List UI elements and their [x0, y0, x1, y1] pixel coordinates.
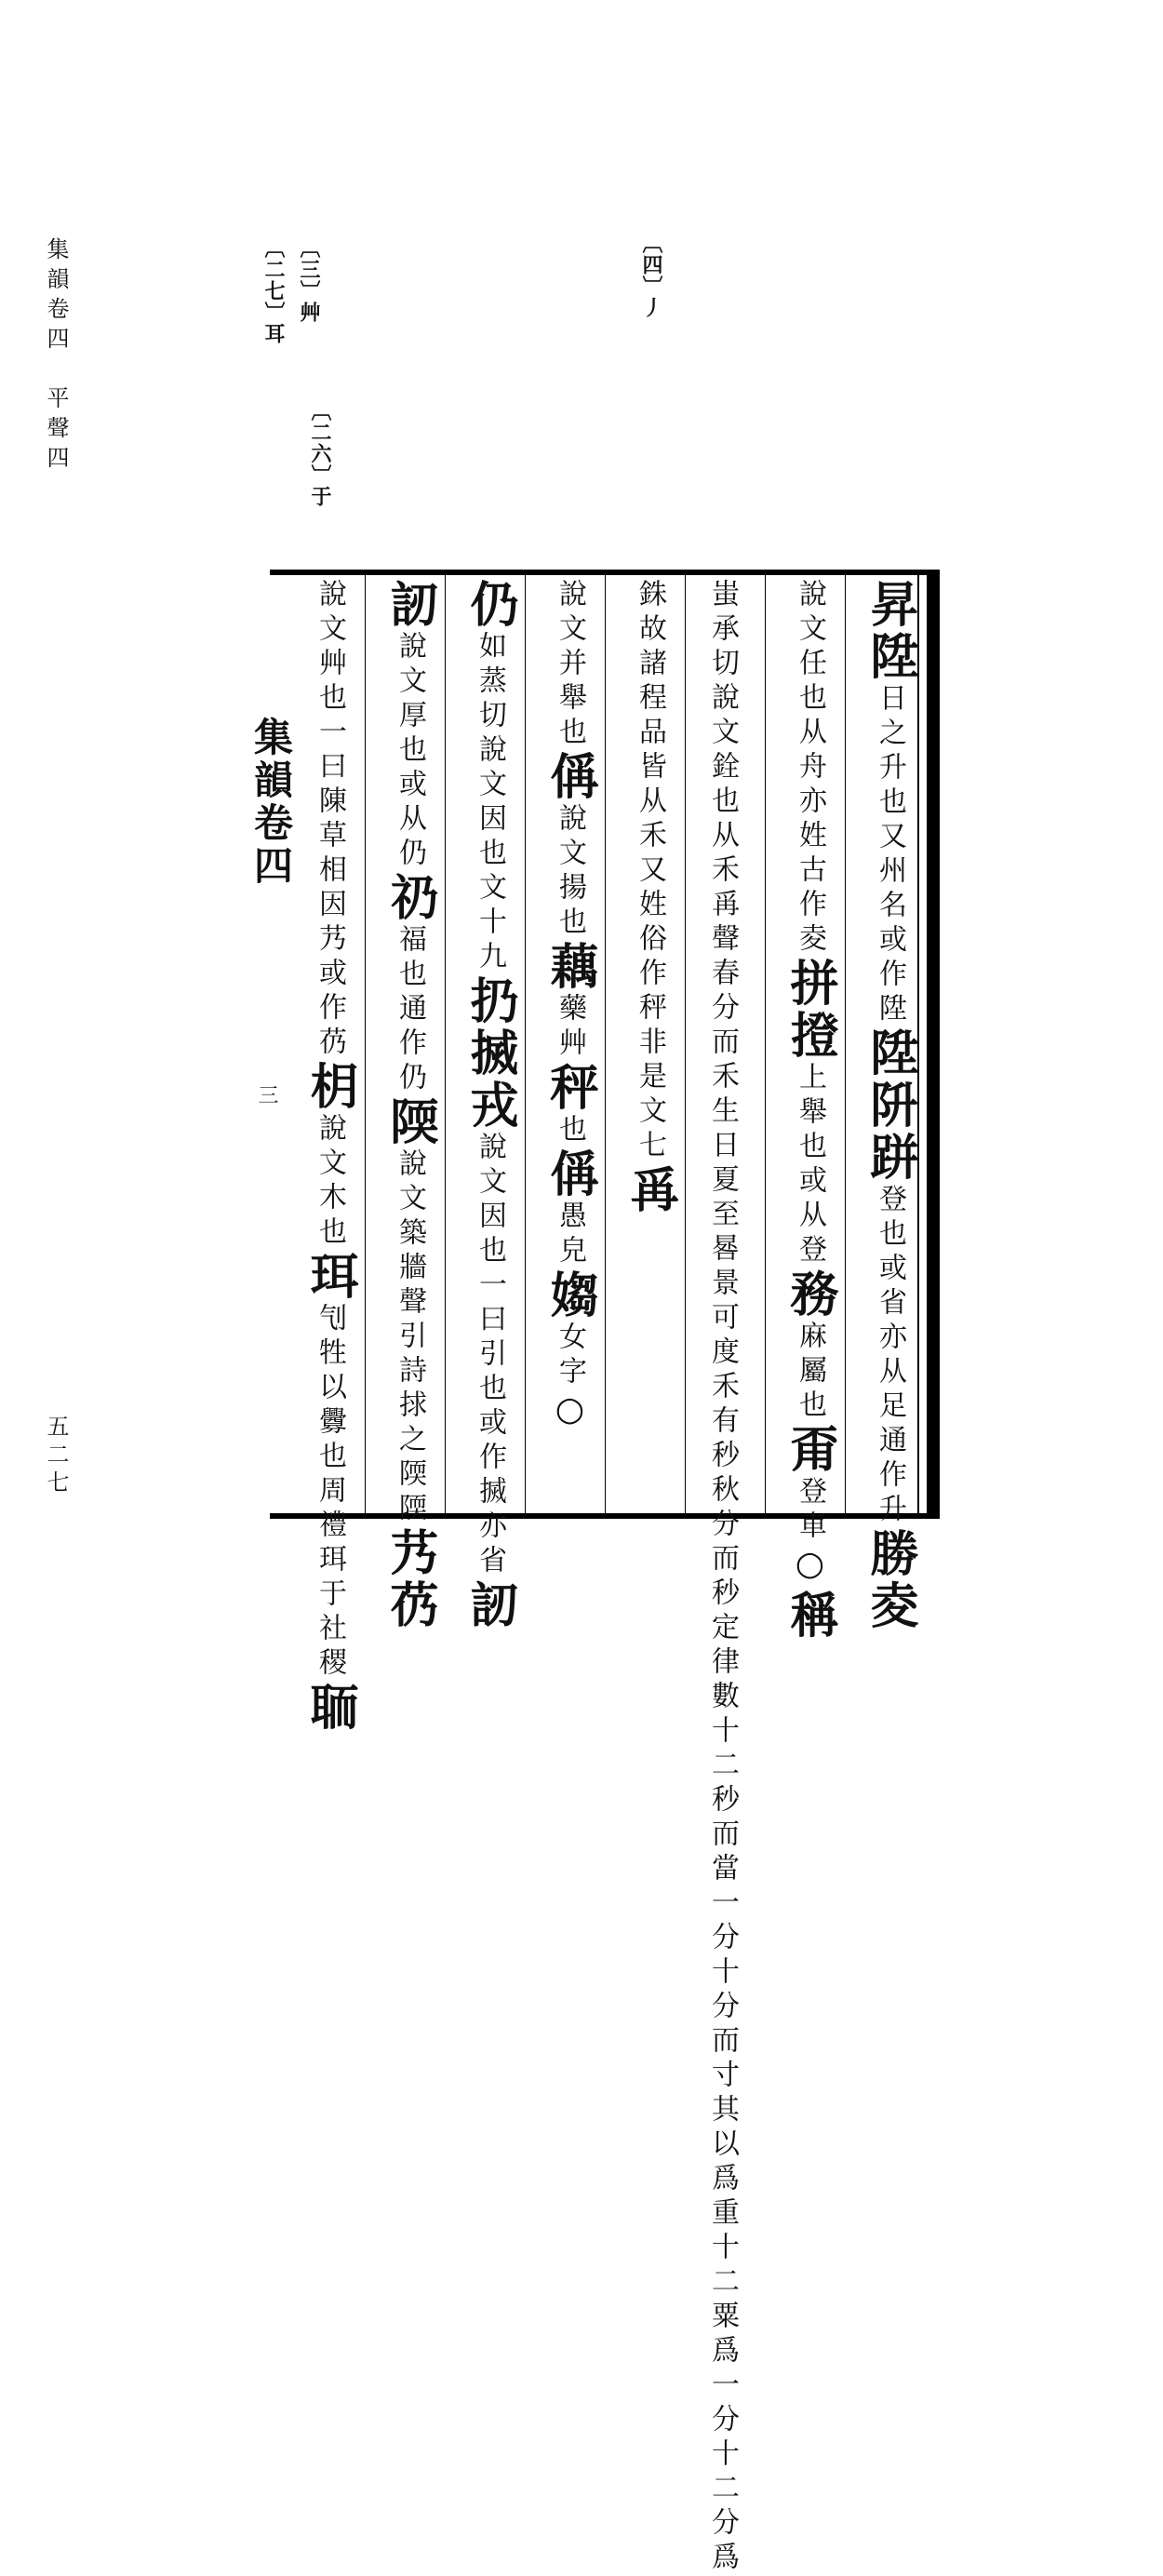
column-divider	[445, 570, 446, 1519]
column-text: 仍如蒸切說文因也文十九扔搣戎說文因也一曰引也或作搣亦省訒	[461, 579, 518, 1631]
column-text: 蚩承切說文銓也从禾爯聲春分而禾生日夏至晷景可度禾有秒秋分而秒定律數十二秒而當一分十分而寸其以爲重十二粟爲一分十二分爲	[706, 579, 739, 2576]
column-text: 說文并舉也偁說文揚也藕藥艸秤也偁愚皃媰女字○	[541, 579, 598, 1435]
column-divider	[765, 570, 766, 1519]
column-divider	[605, 570, 606, 1519]
page-number: 五二七	[43, 1415, 69, 1498]
folio-title: 集韻卷四	[248, 717, 294, 888]
column-divider	[845, 570, 846, 1519]
column-divider	[685, 570, 686, 1519]
text-column-7	[381, 579, 438, 1631]
folio-leaf: 三	[255, 1084, 278, 1106]
text-column-5	[541, 579, 598, 1509]
text-column-1	[862, 579, 918, 1632]
collation-note-a: 〔三〕艸	[297, 237, 320, 323]
collation-note-b: 〔二七〕耳	[261, 237, 285, 344]
text-column-4	[622, 579, 678, 1509]
collation-note-d: 〔四〕丿	[639, 233, 662, 318]
running-head: 集韻卷四 平聲四	[43, 237, 69, 476]
text-column-6	[461, 579, 518, 1631]
text-column-2	[782, 579, 838, 1642]
text-column-3	[705, 579, 757, 2576]
column-text: 說文任也从舟亦姓古作夌拼撜上舉也或从登務麻屬也甭登車○稱	[782, 579, 838, 1642]
column-text: 銖故諸程品皆从禾又姓俗作秤非是文七爯	[622, 579, 678, 1216]
column-divider	[525, 570, 526, 1519]
column-text: 昇陞日之升也又州名或作陞陞阩跰登也或省亦从足通作升勝夌	[862, 579, 918, 1632]
column-text: 訒說文厚也或从仍礽福也通作仍陾說文築牆聲引詩捄之陾陾艿芿	[381, 579, 438, 1631]
column-text: 說文艸也一曰陳草相因艿或作芿枂說文木也珥刏牲以釁也周禮珥于社稷聏	[301, 579, 358, 1734]
text-column-8	[301, 579, 358, 1734]
collation-note-c: 〔二六〕于	[308, 400, 331, 507]
column-divider	[365, 570, 366, 1519]
